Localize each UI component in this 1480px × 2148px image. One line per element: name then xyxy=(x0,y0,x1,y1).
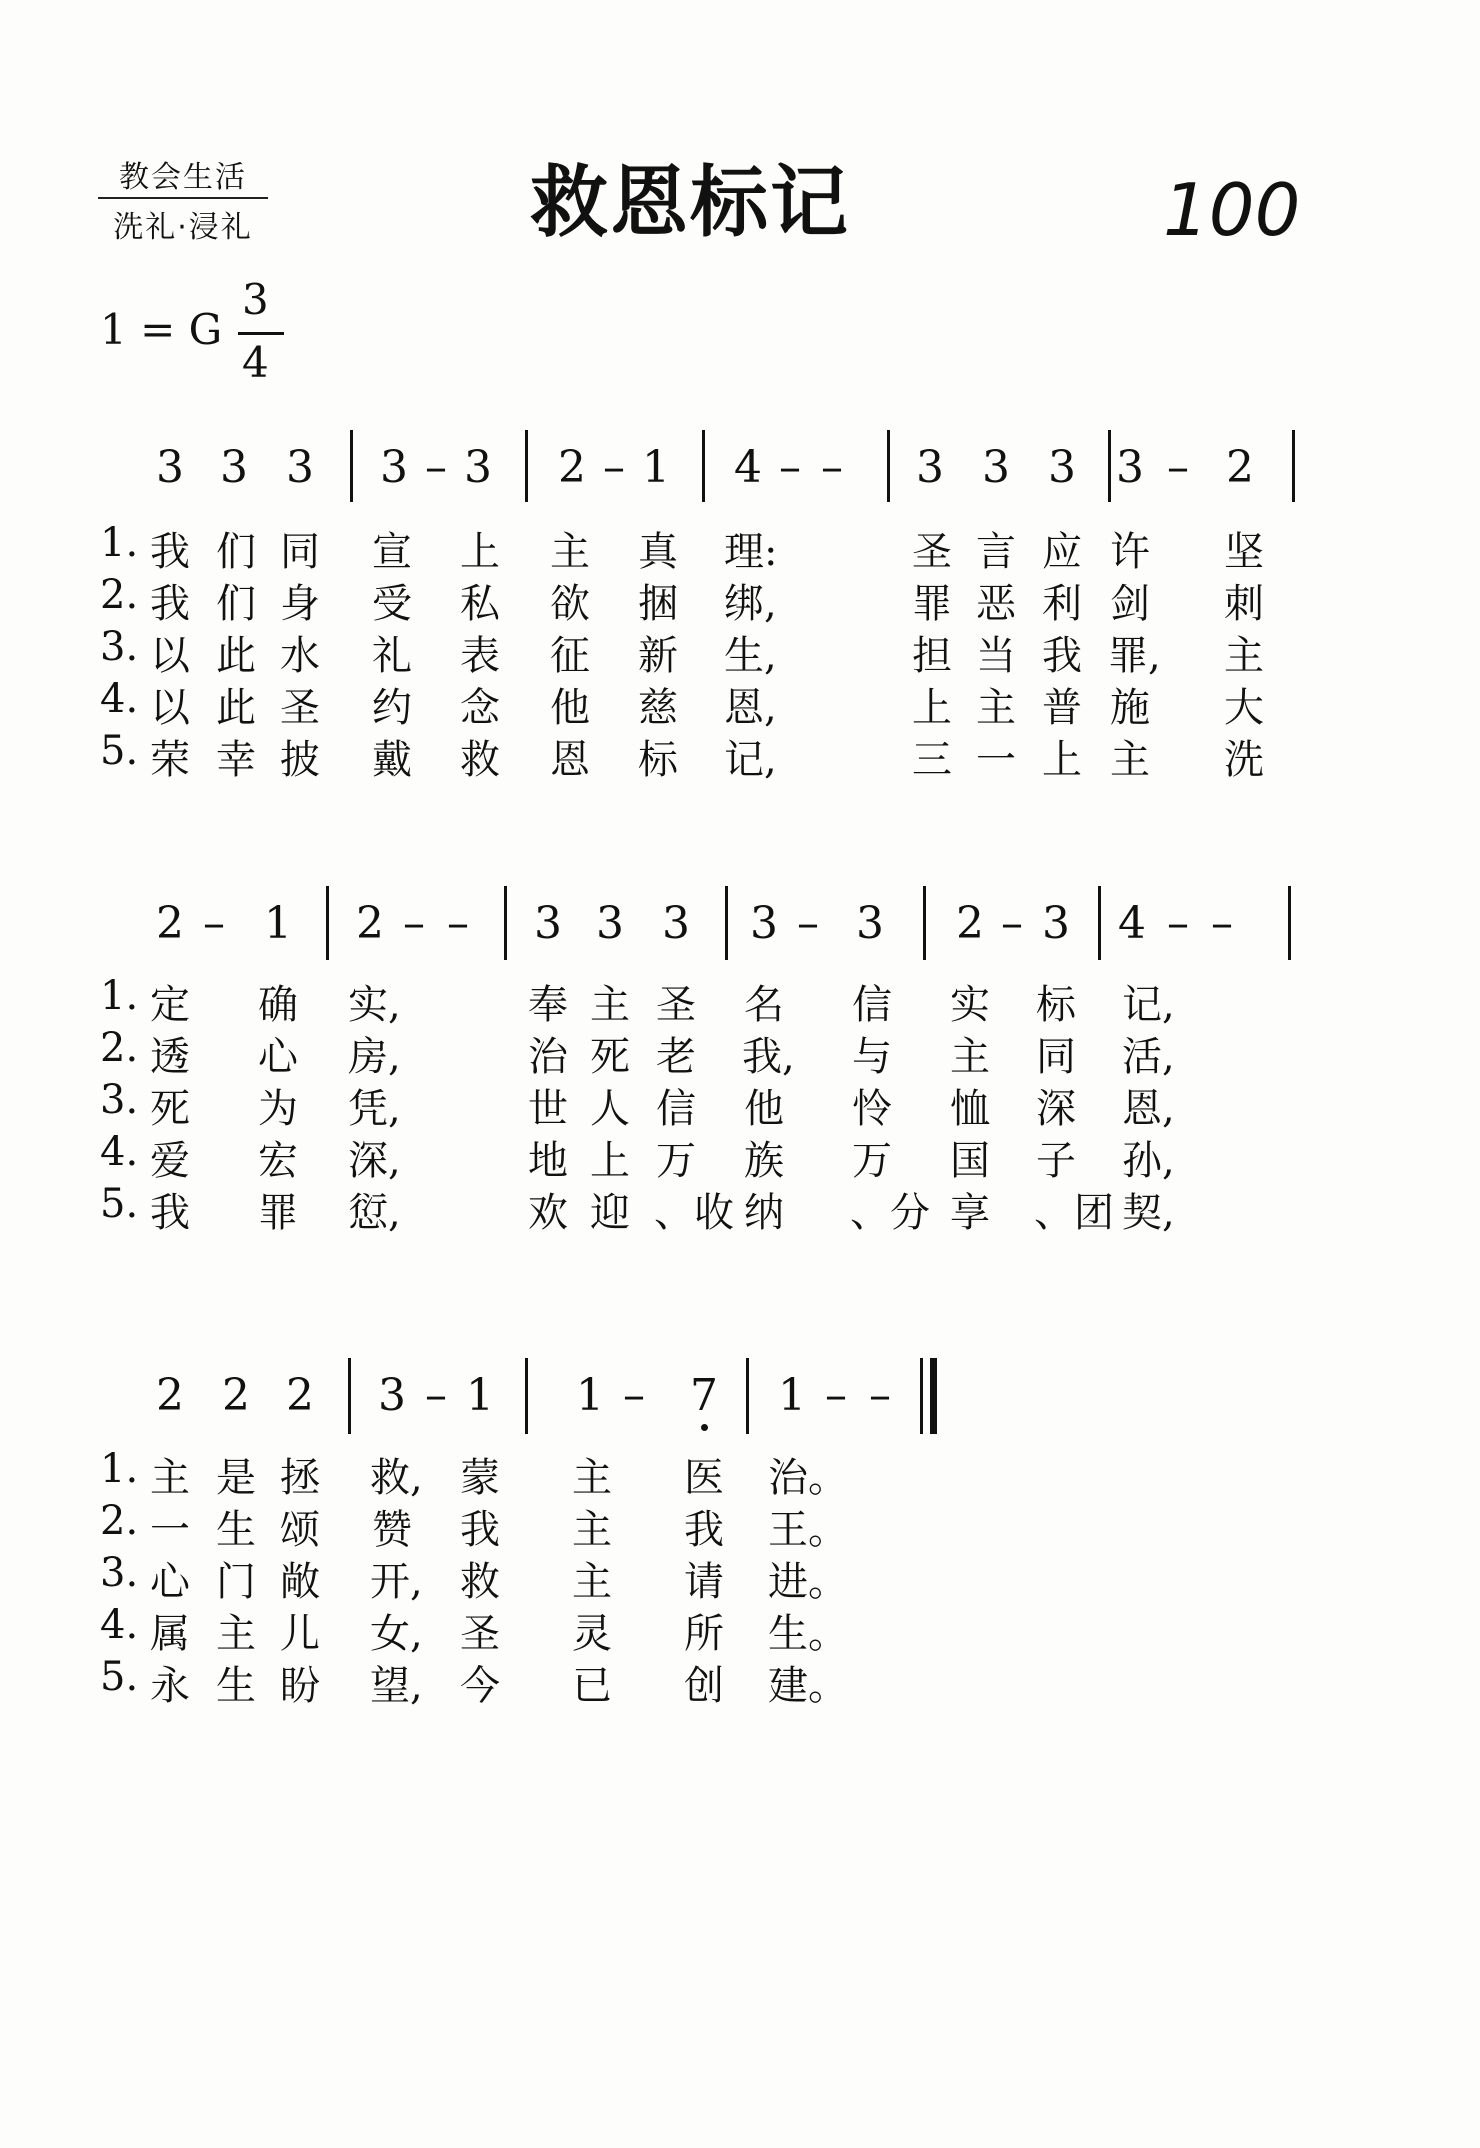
barline xyxy=(746,1358,749,1434)
lyric-char: 主 xyxy=(150,1455,190,1501)
lyric-char: 圣 xyxy=(912,529,952,575)
lyric-char: 灵 xyxy=(572,1611,612,1657)
lyric-char: 恩, xyxy=(724,685,777,731)
verse-number: 3. xyxy=(100,624,139,670)
note: 3 xyxy=(750,898,778,949)
lyric-char: 创 xyxy=(684,1663,724,1709)
lyric-char: 族 xyxy=(744,1138,784,1184)
lyric-char: 奉 xyxy=(528,982,568,1028)
lyric-char: 为 xyxy=(258,1086,298,1132)
category-divider xyxy=(98,197,268,199)
verse-number: 2. xyxy=(100,1498,139,1544)
barline xyxy=(525,430,528,502)
lyric-char: 以 xyxy=(150,633,190,679)
lyric-char: 恩, xyxy=(1122,1086,1175,1132)
lyric-char: 罪 xyxy=(258,1190,298,1236)
lyric-char: 老 xyxy=(656,1034,696,1080)
barline xyxy=(326,886,329,960)
note: 3 xyxy=(464,442,492,493)
note: – xyxy=(821,442,843,493)
lyric-char: 圣 xyxy=(460,1611,500,1657)
barline xyxy=(525,1358,528,1434)
lyric-char: 欢 xyxy=(528,1190,568,1236)
note: 2 xyxy=(558,442,586,493)
lyric-char: 约 xyxy=(372,685,412,731)
barline xyxy=(725,886,728,960)
lyric-char: 死 xyxy=(150,1086,190,1132)
barline xyxy=(350,430,353,502)
lyric-char: 大 xyxy=(1224,685,1264,731)
lyric-char: 深 xyxy=(1036,1086,1076,1132)
barline xyxy=(1098,886,1101,960)
lyric-char: 颂 xyxy=(280,1507,320,1553)
lyric-char: 纳 xyxy=(744,1190,784,1236)
lyric-char: 、收 xyxy=(654,1190,734,1236)
lyric-char: 表 xyxy=(460,633,500,679)
lyric-char: 三 xyxy=(912,737,952,783)
lyric-char: 信 xyxy=(656,1086,696,1132)
lyric-char: 刺 xyxy=(1224,581,1264,627)
lyric-char: 言 xyxy=(976,529,1016,575)
lower-octave-dot xyxy=(701,1424,708,1431)
lyric-char: 拯 xyxy=(280,1455,320,1501)
lyric-char: 万 xyxy=(656,1138,696,1184)
note: – xyxy=(623,1370,645,1421)
lyric-char: 心 xyxy=(258,1034,298,1080)
lyric-char: 死 xyxy=(590,1034,630,1080)
note: 3 xyxy=(916,442,944,493)
lyric-char: 享 xyxy=(950,1190,990,1236)
note: 2 xyxy=(156,898,184,949)
lyric-char: 主 xyxy=(590,982,630,1028)
lyric-char: 定 xyxy=(150,982,190,1028)
lyric-char: 实 xyxy=(950,982,990,1028)
lyric-char: 主 xyxy=(216,1611,256,1657)
lyric-char: 名 xyxy=(744,982,784,1028)
lyric-char: 他 xyxy=(744,1086,784,1132)
note: 3 xyxy=(156,442,184,493)
lyric-char: 赞 xyxy=(372,1507,412,1553)
lyric-char: 身 xyxy=(280,581,320,627)
lyric-char: 上 xyxy=(912,685,952,731)
lyric-char: 生, xyxy=(724,633,777,679)
lyric-char: 慈 xyxy=(638,685,678,731)
lyric-char: 恩 xyxy=(550,737,590,783)
note: – xyxy=(1211,898,1233,949)
lyric-char: 剑 xyxy=(1110,581,1150,627)
note: 3 xyxy=(286,442,314,493)
lyric-char: 世 xyxy=(528,1086,568,1132)
lyric-char: 同 xyxy=(280,529,320,575)
lyric-char: 绑, xyxy=(724,581,777,627)
lyric-char: 生。 xyxy=(768,1611,848,1657)
lyric-char: 恶 xyxy=(976,581,1016,627)
lyric-char: 主 xyxy=(572,1507,612,1553)
lyric-char: 房, xyxy=(348,1034,401,1080)
note: 2 xyxy=(356,898,384,949)
lyric-char: 罪 xyxy=(912,581,952,627)
lyric-char: 主 xyxy=(572,1559,612,1605)
lyric-char: 同 xyxy=(1036,1034,1076,1080)
time-signature-bottom: 4 xyxy=(242,338,269,387)
lyric-char: 人 xyxy=(590,1086,630,1132)
lyric-char: 主 xyxy=(550,529,590,575)
note: 3 xyxy=(1048,442,1076,493)
key-signature: 1 = G xyxy=(100,305,223,354)
lyric-char: 私 xyxy=(460,581,500,627)
verse-number: 1. xyxy=(100,973,139,1019)
verse-number: 2. xyxy=(100,1025,139,1071)
lyric-char: 披 xyxy=(280,737,320,783)
lyric-char: 罪, xyxy=(1108,633,1161,679)
lyric-char: 圣 xyxy=(280,685,320,731)
lyric-char: 圣 xyxy=(656,982,696,1028)
lyric-char: 建。 xyxy=(768,1663,848,1709)
barline xyxy=(1108,430,1111,502)
lyric-char: 上 xyxy=(590,1138,630,1184)
barline xyxy=(887,430,890,502)
category-label: 教会生活 xyxy=(119,160,247,195)
lyric-char: 他 xyxy=(550,685,590,731)
lyric-char: 生 xyxy=(216,1663,256,1709)
final-barline-thick xyxy=(930,1358,937,1434)
lyric-char: 利 xyxy=(1042,581,1082,627)
verse-number: 4. xyxy=(100,676,139,722)
lyric-char: 我 xyxy=(460,1507,500,1553)
note: – xyxy=(425,442,447,493)
lyric-char: 主 xyxy=(1110,737,1150,783)
lyric-char: 记, xyxy=(1122,982,1175,1028)
note: 1 xyxy=(778,1370,806,1421)
lyric-char: 是 xyxy=(216,1455,256,1501)
lyric-char: 此 xyxy=(216,633,256,679)
note: 3 xyxy=(1116,442,1144,493)
note: 2 xyxy=(1226,442,1254,493)
lyric-char: 国 xyxy=(950,1138,990,1184)
lyric-char: 凭, xyxy=(348,1086,401,1132)
note: 4 xyxy=(734,442,762,493)
lyric-char: 许 xyxy=(1110,529,1150,575)
note: 1 xyxy=(576,1370,604,1421)
lyric-char: 请 xyxy=(684,1559,724,1605)
note: – xyxy=(603,442,625,493)
lyric-char: 蒙 xyxy=(460,1455,500,1501)
lyric-char: 治。 xyxy=(768,1455,848,1501)
lyric-char: 宏 xyxy=(258,1138,298,1184)
lyric-char: 担 xyxy=(912,633,952,679)
note: 1 xyxy=(642,442,670,493)
note: – xyxy=(1167,442,1189,493)
lyric-char: 生 xyxy=(216,1507,256,1553)
lyric-char: 洗 xyxy=(1224,737,1264,783)
lyric-char: 盼 xyxy=(280,1663,320,1709)
note: – xyxy=(797,898,819,949)
lyric-char: 坚 xyxy=(1224,529,1264,575)
lyric-char: 欲 xyxy=(550,581,590,627)
note: 3 xyxy=(596,898,624,949)
verse-number: 1. xyxy=(100,1446,139,1492)
note: 3 xyxy=(534,898,562,949)
note: 2 xyxy=(156,1370,184,1421)
lyric-char: 我 xyxy=(150,529,190,575)
note: 3 xyxy=(1042,898,1070,949)
hymn-title: 救恩标记 xyxy=(530,158,851,248)
note: – xyxy=(447,898,469,949)
time-signature-top: 3 xyxy=(242,275,269,324)
lyric-char: 孙, xyxy=(1122,1138,1175,1184)
lyric-char: 女, xyxy=(370,1611,423,1657)
note: – xyxy=(825,1370,847,1421)
lyric-char: 已 xyxy=(572,1663,612,1709)
note: – xyxy=(203,898,225,949)
lyric-char: 主 xyxy=(572,1455,612,1501)
lyric-char: 荣 xyxy=(150,737,190,783)
barline xyxy=(1292,430,1295,502)
lyric-char: 真 xyxy=(638,529,678,575)
lyric-char: 我 xyxy=(150,581,190,627)
note: 3 xyxy=(982,442,1010,493)
lyric-char: 门 xyxy=(216,1559,256,1605)
barline xyxy=(504,886,507,960)
lyric-char: 儿 xyxy=(280,1611,320,1657)
lyric-char: 主 xyxy=(976,685,1016,731)
lyric-char: 记, xyxy=(724,737,777,783)
lyric-char: 开, xyxy=(370,1559,423,1605)
lyric-char: 愆, xyxy=(348,1190,401,1236)
lyric-char: 所 xyxy=(684,1611,724,1657)
lyric-char: 理: xyxy=(724,529,778,575)
lyric-char: 我 xyxy=(150,1190,190,1236)
lyric-char: 征 xyxy=(550,633,590,679)
note: – xyxy=(425,1370,447,1421)
note: 3 xyxy=(856,898,884,949)
note: 2 xyxy=(222,1370,250,1421)
hymn-number: 100 xyxy=(1163,168,1301,252)
lyric-char: 当 xyxy=(976,633,1016,679)
lyric-char: 此 xyxy=(216,685,256,731)
lyric-char: 治 xyxy=(528,1034,568,1080)
barline xyxy=(1288,886,1291,960)
lyric-char: 施 xyxy=(1110,685,1150,731)
lyric-char: 戴 xyxy=(372,737,412,783)
note: – xyxy=(779,442,801,493)
verse-number: 5. xyxy=(100,1654,139,1700)
lyric-char: 今 xyxy=(460,1663,500,1709)
note: 4 xyxy=(1118,898,1146,949)
lyric-char: 应 xyxy=(1042,529,1082,575)
lyric-char: 们 xyxy=(216,581,256,627)
lyric-char: 迎 xyxy=(590,1190,630,1236)
lyric-char: 望, xyxy=(370,1663,423,1709)
verse-number: 4. xyxy=(100,1129,139,1175)
note: – xyxy=(403,898,425,949)
barline xyxy=(348,1358,351,1434)
lyric-char: 救 xyxy=(460,737,500,783)
final-barline-thin xyxy=(920,1358,923,1434)
lyric-char: 主 xyxy=(950,1034,990,1080)
lyric-char: 救, xyxy=(370,1455,423,1501)
lyric-char: 恤 xyxy=(950,1086,990,1132)
verse-number: 2. xyxy=(100,572,139,618)
lyric-char: 活, xyxy=(1122,1034,1175,1080)
lyric-char: 、分 xyxy=(850,1190,930,1236)
lyric-char: 我, xyxy=(742,1034,795,1080)
note: – xyxy=(869,1370,891,1421)
verse-number: 1. xyxy=(100,520,139,566)
lyric-char: 新 xyxy=(638,633,678,679)
lyric-char: 确 xyxy=(258,982,298,1028)
verse-number: 4. xyxy=(100,1602,139,1648)
lyric-char: 念 xyxy=(460,685,500,731)
lyric-char: 标 xyxy=(638,737,678,783)
lyric-char: 进。 xyxy=(768,1559,848,1605)
lyric-char: 万 xyxy=(852,1138,892,1184)
lyric-char: 、团 xyxy=(1034,1190,1114,1236)
lyric-char: 上 xyxy=(1042,737,1082,783)
note: 3 xyxy=(380,442,408,493)
lyric-char: 子 xyxy=(1036,1138,1076,1184)
lyric-char: 们 xyxy=(216,529,256,575)
lyric-char: 一 xyxy=(976,737,1016,783)
subcategory-label: 洗礼·浸礼 xyxy=(113,210,253,245)
lyric-char: 医 xyxy=(684,1455,724,1501)
lyric-char: 礼 xyxy=(372,633,412,679)
note: – xyxy=(1001,898,1023,949)
note: 3 xyxy=(378,1370,406,1421)
note: 3 xyxy=(220,442,248,493)
lyric-char: 怜 xyxy=(852,1086,892,1132)
lyric-char: 主 xyxy=(1224,633,1264,679)
lyric-char: 敞 xyxy=(280,1559,320,1605)
lyric-char: 受 xyxy=(372,581,412,627)
time-signature-line xyxy=(238,332,284,335)
note: 3 xyxy=(662,898,690,949)
lyric-char: 幸 xyxy=(216,737,256,783)
lyric-char: 契, xyxy=(1122,1190,1175,1236)
verse-number: 5. xyxy=(100,1181,139,1227)
lyric-char: 透 xyxy=(150,1034,190,1080)
lyric-char: 以 xyxy=(150,685,190,731)
note: 7 xyxy=(690,1370,718,1421)
note: – xyxy=(1167,898,1189,949)
lyric-char: 信 xyxy=(852,982,892,1028)
lyric-char: 爱 xyxy=(150,1138,190,1184)
lyric-char: 王。 xyxy=(768,1507,848,1553)
lyric-char: 我 xyxy=(684,1507,724,1553)
lyric-char: 心 xyxy=(150,1559,190,1605)
lyric-char: 深, xyxy=(348,1138,401,1184)
lyric-char: 普 xyxy=(1042,685,1082,731)
verse-number: 3. xyxy=(100,1077,139,1123)
lyric-char: 救 xyxy=(460,1559,500,1605)
verse-number: 5. xyxy=(100,728,139,774)
note: 2 xyxy=(286,1370,314,1421)
note: 2 xyxy=(956,898,984,949)
lyric-char: 与 xyxy=(852,1034,892,1080)
lyric-char: 属 xyxy=(150,1611,190,1657)
lyric-char: 一 xyxy=(150,1507,190,1553)
lyric-char: 我 xyxy=(1042,633,1082,679)
lyric-char: 实, xyxy=(348,982,401,1028)
lyric-char: 地 xyxy=(528,1138,568,1184)
lyric-char: 上 xyxy=(460,529,500,575)
lyric-char: 宣 xyxy=(372,529,412,575)
barline xyxy=(702,430,705,502)
note: 1 xyxy=(264,898,292,949)
lyric-char: 永 xyxy=(150,1663,190,1709)
verse-number: 3. xyxy=(100,1550,139,1596)
note: 1 xyxy=(466,1370,494,1421)
lyric-char: 标 xyxy=(1036,982,1076,1028)
barline xyxy=(923,886,926,960)
lyric-char: 水 xyxy=(280,633,320,679)
lyric-char: 捆 xyxy=(638,581,678,627)
